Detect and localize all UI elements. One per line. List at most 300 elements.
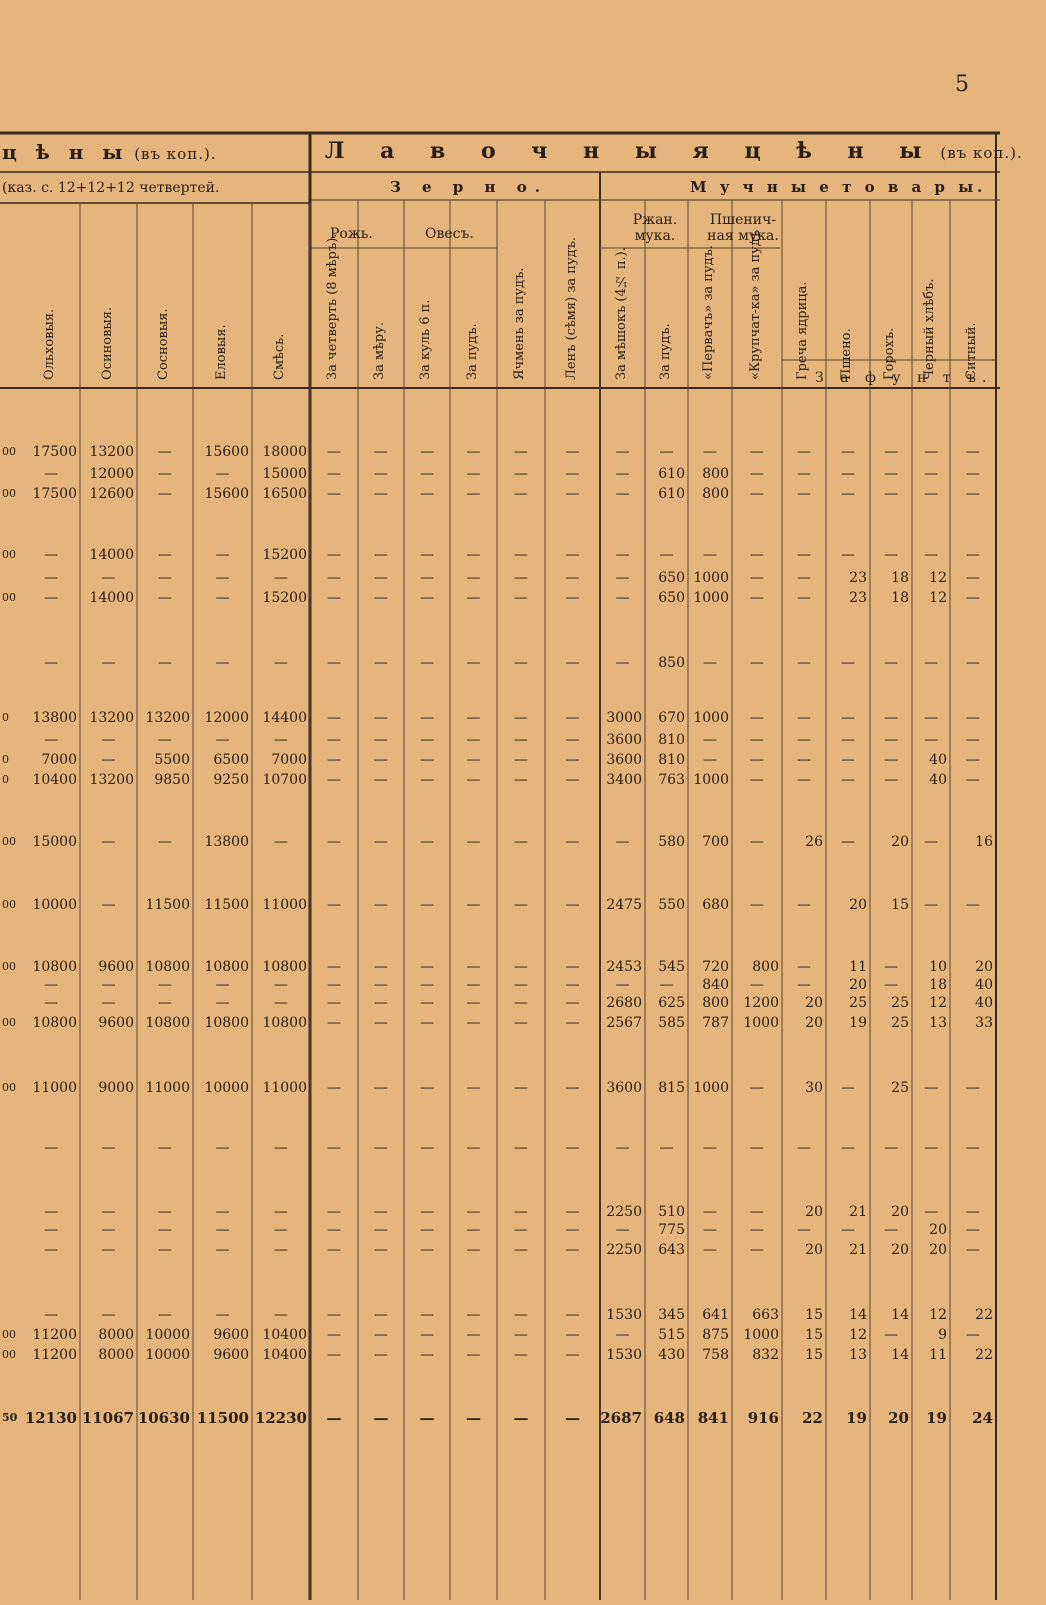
oves-header: Овесъ. — [425, 226, 474, 242]
table-cell: — — [841, 772, 855, 788]
table-cell: — — [565, 1080, 580, 1096]
table-cell: — — [466, 752, 481, 768]
table-cell: 40 — [975, 977, 993, 993]
table-cell: — — [158, 466, 172, 482]
row-prefix: 00 — [2, 445, 16, 458]
table-cell: — — [466, 1307, 481, 1323]
table-cell: — — [374, 732, 388, 748]
table-cell: — — [327, 959, 341, 975]
table-cell: 19 — [926, 1409, 947, 1427]
table-cell: 26 — [805, 834, 823, 850]
table-cell: 15200 — [262, 547, 307, 563]
table-cell: — — [565, 547, 580, 563]
table-cell: 641 — [702, 1307, 729, 1323]
table-cell: — — [374, 1015, 388, 1031]
table-cell: — — [750, 752, 764, 768]
table-cell: — — [374, 1242, 388, 1258]
table-cell: 10800 — [145, 959, 190, 975]
table-cell: 800 — [702, 466, 729, 482]
table-cell: — — [215, 732, 230, 748]
table-cell: 11 — [849, 959, 867, 975]
table-cell: — — [374, 1204, 388, 1220]
table-cell: 17500 — [32, 486, 77, 502]
row-prefix: 00 — [2, 1348, 16, 1361]
table-cell: — — [274, 655, 288, 671]
table-cell: — — [374, 444, 388, 460]
table-cell: — — [44, 1222, 58, 1238]
table-cell: — — [884, 752, 898, 768]
table-cell: — — [924, 834, 938, 850]
table-cell: — — [514, 547, 528, 563]
table-cell: — — [966, 590, 980, 606]
page-number: 5 — [955, 72, 969, 97]
table-cell: 14000 — [89, 547, 134, 563]
column-header-14: «Первачъ» за пудъ. — [701, 244, 716, 380]
table-cell: — — [374, 1140, 388, 1156]
left-title-text: ц ѣ н ы — [2, 140, 129, 164]
table-row — [0, 653, 1000, 673]
table-cell: 22 — [975, 1347, 993, 1363]
table-cell: — — [466, 995, 481, 1011]
table-cell: 8000 — [98, 1327, 134, 1343]
table-cell: — — [750, 897, 764, 913]
row-prefix: 00 — [2, 591, 16, 604]
table-cell: — — [466, 466, 481, 482]
table-cell: — — [924, 466, 938, 482]
table-cell: 23 — [849, 570, 867, 586]
table-cell: 20 — [805, 1015, 823, 1031]
table-cell: 10400 — [32, 772, 77, 788]
table-cell: 800 — [752, 959, 779, 975]
table-cell: — — [420, 486, 434, 502]
table-cell: 11500 — [145, 897, 190, 913]
table-cell: — — [514, 977, 528, 993]
table-cell: 16500 — [262, 486, 307, 502]
table-cell: — — [750, 1242, 764, 1258]
column-header-7: За мѣру. — [372, 321, 387, 380]
column-header-10: Ячмень за пудъ. — [512, 267, 527, 380]
row-prefix: 00 — [2, 835, 16, 848]
table-cell: — — [514, 772, 528, 788]
table-cell: — — [158, 486, 172, 502]
table-cell: — — [514, 1140, 528, 1156]
table-cell: — — [420, 444, 434, 460]
table-cell: — — [274, 1140, 288, 1156]
table-cell: 11000 — [262, 897, 307, 913]
table-cell: — — [884, 959, 898, 975]
table-cell: 40 — [929, 772, 947, 788]
column-header-5: Смѣсь. — [272, 333, 287, 380]
table-cell: 9600 — [98, 1015, 134, 1031]
table-cell: — — [420, 1307, 434, 1323]
table-cell: — — [966, 655, 980, 671]
table-cell: — — [215, 1242, 230, 1258]
table-row — [0, 588, 1000, 608]
table-cell: — — [374, 834, 388, 850]
table-cell: — — [466, 444, 481, 460]
table-cell: — — [924, 444, 938, 460]
table-cell: — — [565, 710, 580, 726]
table-cell: — — [374, 1080, 388, 1096]
table-cell: 610 — [658, 466, 685, 482]
table-cell: — — [565, 486, 580, 502]
table-cell: — — [797, 466, 811, 482]
table-cell: — — [841, 466, 855, 482]
table-cell: 15000 — [32, 834, 77, 850]
table-cell: 12 — [929, 590, 947, 606]
table-cell: — — [44, 995, 58, 1011]
table-cell: 1000 — [693, 1080, 729, 1096]
table-cell: 17500 — [32, 444, 77, 460]
table-cell: 11500 — [204, 897, 249, 913]
table-row — [0, 730, 1000, 750]
table-cell: — — [327, 444, 341, 460]
table-cell: — — [565, 897, 580, 913]
table-cell: — — [44, 1307, 58, 1323]
table-cell: — — [101, 1140, 116, 1156]
table-cell: — — [374, 977, 388, 993]
table-cell: — — [884, 547, 898, 563]
table-cell: — — [514, 1327, 528, 1343]
table-cell: 545 — [658, 959, 685, 975]
table-cell: 1000 — [693, 590, 729, 606]
table-row — [0, 1408, 1000, 1428]
column-header-11: Ленъ (сѣмя) за пудъ. — [563, 236, 579, 380]
table-cell: — — [884, 466, 898, 482]
table-cell: — — [703, 1222, 717, 1238]
table-cell: — — [615, 834, 630, 850]
table-cell: 10800 — [204, 959, 249, 975]
table-cell: 1000 — [693, 772, 729, 788]
table-row — [0, 708, 1000, 728]
table-cell: — — [841, 710, 855, 726]
table-cell: — — [274, 977, 288, 993]
table-cell: — — [565, 732, 580, 748]
column-header-8: За куль 6 п. — [418, 299, 433, 380]
table-cell: 2680 — [606, 995, 642, 1011]
table-cell: — — [420, 897, 434, 913]
table-cell: — — [327, 710, 341, 726]
table-cell: 7000 — [41, 752, 77, 768]
table-cell: — — [327, 590, 341, 606]
table-cell: — — [101, 1242, 116, 1258]
table-cell: 14 — [891, 1347, 909, 1363]
table-cell: 10 — [929, 959, 947, 975]
table-cell: 510 — [658, 1204, 685, 1220]
table-row — [0, 1013, 1000, 1033]
table-cell: — — [797, 1140, 811, 1156]
table-cell: 14 — [891, 1307, 909, 1323]
table-cell: — — [797, 897, 811, 913]
table-cell: 18 — [929, 977, 947, 993]
table-cell: 15 — [805, 1307, 823, 1323]
table-cell: — — [327, 1222, 341, 1238]
table-row — [0, 464, 1000, 484]
table-cell: — — [884, 1140, 898, 1156]
table-row — [0, 895, 1000, 915]
table-cell: — — [703, 655, 717, 671]
table-cell: 21 — [849, 1242, 867, 1258]
table-cell: — — [215, 570, 230, 586]
table-cell: — — [420, 547, 434, 563]
table-cell: — — [797, 752, 811, 768]
table-cell: — — [966, 752, 980, 768]
table-cell: 20 — [891, 1242, 909, 1258]
table-cell: — — [158, 1140, 172, 1156]
table-cell: — — [374, 1347, 388, 1363]
table-cell: 670 — [658, 710, 685, 726]
table-cell: — — [327, 1242, 341, 1258]
table-cell: 7000 — [271, 752, 307, 768]
table-row — [0, 442, 1000, 462]
table-cell: — — [466, 710, 481, 726]
table-cell: — — [158, 977, 172, 993]
table-cell: — — [420, 1140, 434, 1156]
table-cell: — — [615, 547, 630, 563]
table-cell: — — [274, 732, 288, 748]
table-cell: — — [215, 1307, 230, 1323]
table-cell: — — [565, 752, 580, 768]
table-cell: — — [466, 1222, 481, 1238]
table-cell: 700 — [702, 834, 729, 850]
table-row — [0, 1325, 1000, 1345]
table-cell: — — [615, 1140, 630, 1156]
table-cell: 23 — [849, 590, 867, 606]
table-cell: — — [101, 1307, 116, 1323]
table-cell: — — [215, 1204, 230, 1220]
table-cell: — — [514, 752, 528, 768]
table-cell: — — [466, 547, 481, 563]
table-cell: — — [374, 486, 388, 502]
table-cell: — — [327, 1204, 341, 1220]
table-cell: — — [466, 590, 481, 606]
table-cell: — — [966, 1242, 980, 1258]
table-cell: — — [750, 570, 764, 586]
table-row — [0, 750, 1000, 770]
table-cell: — — [565, 1222, 580, 1238]
table-cell: — — [615, 655, 630, 671]
table-cell: 850 — [658, 655, 685, 671]
table-cell: — — [466, 897, 481, 913]
table-cell: — — [420, 655, 434, 671]
table-cell: 345 — [658, 1307, 685, 1323]
table-cell: — — [514, 995, 528, 1011]
table-row — [0, 484, 1000, 504]
column-header-2: Осиновыя. — [99, 306, 115, 380]
rzh-muka-header: Ржан. мука. — [632, 212, 678, 244]
muchnye-header: М у ч н ы е т о в а р ы. — [690, 178, 987, 196]
table-cell: — — [420, 466, 434, 482]
table-cell: — — [466, 486, 481, 502]
table-cell: — — [615, 570, 630, 586]
table-cell: — — [101, 655, 116, 671]
table-row — [0, 1345, 1000, 1365]
table-cell: — — [565, 1409, 580, 1427]
table-cell: — — [466, 1204, 481, 1220]
column-header-20: Ситный. — [964, 322, 979, 380]
table-cell: — — [565, 1015, 580, 1031]
table-cell: 15600 — [204, 444, 249, 460]
table-cell: — — [158, 1307, 172, 1323]
row-prefix: 00 — [2, 548, 16, 561]
table-cell: — — [703, 752, 717, 768]
table-row — [0, 1240, 1000, 1260]
table-cell: 3600 — [606, 1080, 642, 1096]
table-cell: 11200 — [32, 1347, 77, 1363]
table-cell: — — [466, 570, 481, 586]
table-cell: 430 — [658, 1347, 685, 1363]
table-cell: — — [514, 570, 528, 586]
column-header-19: Черный хлѣбъ. — [922, 278, 937, 380]
table-cell: — — [659, 977, 674, 993]
table-cell: — — [565, 977, 580, 993]
table-cell: 9600 — [213, 1347, 249, 1363]
table-cell: — — [514, 444, 528, 460]
table-cell: — — [750, 1140, 764, 1156]
table-cell: 680 — [702, 897, 729, 913]
table-cell: — — [841, 732, 855, 748]
table-cell: — — [420, 1204, 434, 1220]
table-cell: — — [374, 570, 388, 586]
table-cell: 18 — [891, 570, 909, 586]
table-cell: — — [466, 1140, 481, 1156]
table-cell: — — [750, 655, 764, 671]
table-cell: — — [750, 547, 764, 563]
table-cell: 2250 — [606, 1204, 642, 1220]
table-cell: 2687 — [600, 1409, 642, 1427]
table-cell: 9600 — [98, 959, 134, 975]
table-cell: — — [797, 570, 811, 586]
table-cell: — — [420, 732, 434, 748]
table-cell: — — [158, 1222, 172, 1238]
table-cell: — — [215, 977, 230, 993]
table-cell: 650 — [658, 570, 685, 586]
column-header-13: За пудъ. — [657, 323, 673, 380]
table-cell: 20 — [929, 1242, 947, 1258]
table-cell: 800 — [702, 486, 729, 502]
table-cell: — — [327, 1327, 341, 1343]
table-cell: 10000 — [32, 897, 77, 913]
table-cell: 19 — [849, 1015, 867, 1031]
table-cell: — — [924, 486, 938, 502]
table-cell: — — [966, 444, 980, 460]
table-cell: 20 — [849, 897, 867, 913]
table-cell: — — [797, 959, 811, 975]
table-cell: — — [797, 444, 811, 460]
table-cell: — — [466, 1347, 481, 1363]
table-cell: — — [374, 1327, 388, 1343]
table-cell: 10800 — [262, 1015, 307, 1031]
table-cell: — — [565, 1204, 580, 1220]
table-cell: — — [615, 977, 630, 993]
table-cell: — — [966, 466, 980, 482]
table-cell: 18 — [891, 590, 909, 606]
table-cell: — — [420, 977, 434, 993]
table-cell: — — [158, 590, 172, 606]
table-cell: — — [750, 466, 764, 482]
table-cell: — — [924, 710, 938, 726]
table-cell: — — [466, 655, 481, 671]
table-cell: — — [514, 959, 528, 975]
table-row — [0, 975, 1000, 995]
table-cell: — — [466, 1015, 481, 1031]
table-cell: — — [466, 834, 481, 850]
table-cell: — — [327, 897, 341, 913]
table-cell: — — [101, 732, 116, 748]
table-cell: — — [703, 1140, 717, 1156]
table-cell: — — [750, 1222, 764, 1238]
table-cell: 12600 — [89, 486, 134, 502]
table-cell: 13200 — [89, 444, 134, 460]
table-cell: 12 — [849, 1327, 867, 1343]
table-cell: 1530 — [606, 1347, 642, 1363]
table-cell: — — [44, 732, 58, 748]
table-cell: — — [215, 1140, 230, 1156]
table-cell: 13200 — [145, 710, 190, 726]
table-cell: — — [514, 1307, 528, 1323]
table-cell: — — [327, 732, 341, 748]
table-cell: — — [514, 486, 528, 502]
table-cell: — — [841, 655, 855, 671]
right-title-text: Л а в о ч н ы я ц ѣ н ы — [325, 138, 936, 164]
table-cell: — — [565, 834, 580, 850]
table-cell: 20 — [805, 1242, 823, 1258]
table-cell: — — [44, 1204, 58, 1220]
table-cell: — — [327, 834, 341, 850]
table-cell: — — [615, 1222, 630, 1238]
table-cell: — — [565, 1140, 580, 1156]
table-cell: — — [420, 995, 434, 1011]
table-cell: — — [374, 466, 388, 482]
table-cell: — — [514, 1222, 528, 1238]
table-cell: 2453 — [606, 959, 642, 975]
table-cell: 25 — [891, 1015, 909, 1031]
table-cell: — — [274, 1307, 288, 1323]
table-cell: — — [374, 1222, 388, 1238]
table-cell: — — [327, 466, 341, 482]
table-cell: 9250 — [213, 772, 249, 788]
table-cell: — — [466, 959, 481, 975]
table-cell: — — [884, 710, 898, 726]
table-cell: — — [158, 570, 172, 586]
table-cell: — — [374, 995, 388, 1011]
table-cell: — — [514, 732, 528, 748]
table-cell: — — [420, 959, 434, 975]
table-cell: — — [797, 977, 811, 993]
table-cell: 2475 — [606, 897, 642, 913]
table-cell: — — [274, 1242, 288, 1258]
table-cell: — — [750, 444, 764, 460]
left-units: (въ коп.). — [134, 145, 217, 163]
table-cell: — — [274, 1204, 288, 1220]
table-cell: 610 — [658, 486, 685, 502]
row-prefix: 0 — [2, 711, 9, 724]
table-cell: — — [44, 1140, 58, 1156]
table-cell: — — [565, 1242, 580, 1258]
table-cell: — — [374, 752, 388, 768]
table-cell: 11000 — [32, 1080, 77, 1096]
table-cell: 580 — [658, 834, 685, 850]
table-cell: — — [514, 897, 528, 913]
table-cell: — — [615, 466, 630, 482]
table-cell: 40 — [929, 752, 947, 768]
table-cell: 1530 — [606, 1307, 642, 1323]
table-cell: — — [158, 444, 172, 460]
table-cell: — — [966, 1204, 980, 1220]
table-cell: 800 — [702, 995, 729, 1011]
table-cell: 10800 — [32, 959, 77, 975]
table-cell: — — [750, 1204, 764, 1220]
